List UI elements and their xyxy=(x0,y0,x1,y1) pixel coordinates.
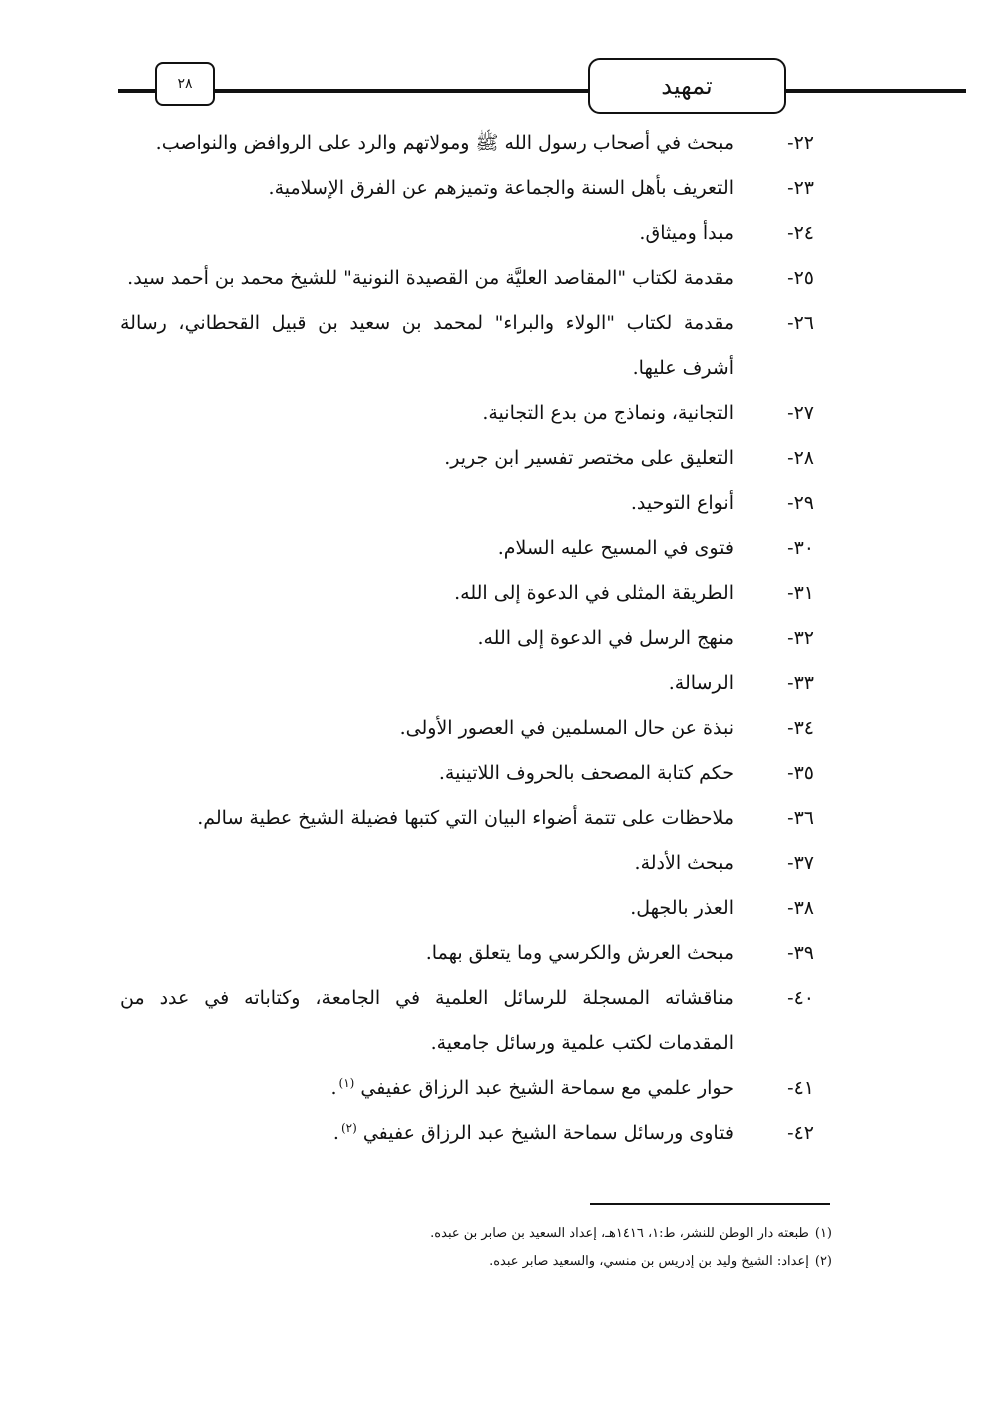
list-item xyxy=(120,211,814,256)
footnote-reference[interactable]: (١) xyxy=(338,1075,355,1090)
item-text: ملاحظات على تتمة أضواء البيان التي كتبها فضيلة الشيخ عطية سالم. xyxy=(197,807,734,829)
item-number: ٣٠- xyxy=(787,537,814,559)
item-text xyxy=(120,1111,734,1156)
item-text: الرسالة. xyxy=(668,672,734,694)
footnote-reference[interactable]: (٢) xyxy=(340,1120,357,1135)
item-number: ٣٧- xyxy=(787,852,814,874)
list-item xyxy=(120,751,814,796)
item-text: التعليق على مختصر تفسير ابن جرير. xyxy=(444,447,734,469)
item-text: مبدأ وميثاق. xyxy=(639,222,734,244)
item-text: فتوى في المسيح عليه السلام. xyxy=(497,537,734,559)
item-text: مقدمة لكتاب "الولاء والبراء" لمحمد بن سعيد بن قبيل القحطاني، رسالة أشرف عليها. xyxy=(120,312,734,379)
list-item xyxy=(120,1066,814,1111)
item-number: ٣٥- xyxy=(787,762,814,784)
item-number: ٢٦- xyxy=(787,312,814,334)
item-text-body: فتاوى ورسائل سماحة الشيخ عبد الرزاق عفيفي xyxy=(362,1122,734,1144)
item-text xyxy=(120,1066,734,1111)
list-item xyxy=(120,706,814,751)
item-text: العذر بالجهل. xyxy=(630,897,734,919)
item-text: أنواع التوحيد. xyxy=(630,492,734,514)
item-number: ٣٨- xyxy=(787,897,814,919)
list-item xyxy=(120,841,814,886)
item-text: التعريف بأهل السنة والجماعة وتميزهم عن الفرق الإسلامية. xyxy=(268,177,734,199)
item-number: ٣٩- xyxy=(787,942,814,964)
item-text: منهج الرسل في الدعوة إلى الله. xyxy=(477,627,734,649)
list-item xyxy=(120,166,814,211)
item-text: نبذة عن حال المسلمين في العصور الأولى. xyxy=(399,717,734,739)
item-number: ٢٥- xyxy=(787,267,814,289)
item-number: ٢٤- xyxy=(787,222,814,244)
item-text: مبحث الأدلة. xyxy=(634,852,734,874)
item-text: مبحث العرش والكرسي وما يتعلق بهما. xyxy=(425,942,734,964)
item-number: ٤٠- xyxy=(787,987,814,1009)
item-number: ٤٢- xyxy=(787,1122,814,1144)
list-item xyxy=(120,616,814,661)
list-item xyxy=(120,1111,814,1156)
list-item xyxy=(120,121,814,166)
item-text: التجانية، ونماذج من بدع التجانية. xyxy=(482,402,734,424)
list-item xyxy=(120,796,814,841)
footnote xyxy=(120,1220,832,1248)
list-item xyxy=(120,256,814,301)
list-content xyxy=(120,121,814,1156)
item-number: ٣١- xyxy=(787,582,814,604)
list-item xyxy=(120,526,814,571)
item-number: ٣٣- xyxy=(787,672,814,694)
item-number: ٢٨- xyxy=(787,447,814,469)
list-item xyxy=(120,931,814,976)
footnote-separator xyxy=(590,1203,830,1205)
footnote-marker: (١) xyxy=(814,1226,832,1241)
item-number: ٢٧- xyxy=(787,402,814,424)
item-number: ٣٤- xyxy=(787,717,814,739)
item-number: ٣٢- xyxy=(787,627,814,649)
footnote-marker: (٢) xyxy=(814,1254,832,1269)
list-item xyxy=(120,301,814,391)
item-number: ٤١- xyxy=(787,1077,814,1099)
item-text-end: . xyxy=(332,1122,339,1144)
item-text: الطريقة المثلى في الدعوة إلى الله. xyxy=(454,582,734,604)
item-text-body: حوار علمي مع سماحة الشيخ عبد الرزاق عفيفي xyxy=(360,1077,734,1099)
list-item xyxy=(120,571,814,616)
footnote-text: طبعته دار الوطن للنشر، ط:١، ١٤١٦هـ، إعداد السعيد بن صابر بن عبده. xyxy=(430,1226,809,1241)
chapter-title: تمهيد xyxy=(588,58,786,114)
item-text: مبحث في أصحاب رسول الله ﷺ ومولاتهم والرد على الروافض والنواصب. xyxy=(155,132,734,154)
list-item xyxy=(120,481,814,526)
item-number: ٢٣- xyxy=(787,177,814,199)
footnote-text: إعداد: الشيخ وليد بن إدريس بن منسي، والسعيد صابر عبده. xyxy=(489,1254,809,1269)
item-number: ٢٩- xyxy=(787,492,814,514)
footnote xyxy=(120,1248,832,1276)
item-number: ٢٢- xyxy=(787,132,814,154)
item-text: مقدمة لكتاب "المقاصد العليَّة من القصيدة النونية" للشيخ محمد بن أحمد سيد. xyxy=(127,267,734,289)
item-text: حكم كتابة المصحف بالحروف اللاتينية. xyxy=(438,762,734,784)
page-number: ٢٨ xyxy=(155,62,215,106)
item-number: ٣٦- xyxy=(787,807,814,829)
item-text-end: . xyxy=(330,1077,337,1099)
header-rule xyxy=(118,89,966,93)
list-item xyxy=(120,661,814,706)
footnotes xyxy=(120,1220,832,1276)
list-item xyxy=(120,391,814,436)
list-item xyxy=(120,436,814,481)
list-item xyxy=(120,886,814,931)
list-item xyxy=(120,976,814,1066)
item-text: مناقشاته المسجلة للرسائل العلمية في الجامعة، وكتاباته في عدد من المقدمات لكتب علمية ورسائل جامعية. xyxy=(120,987,734,1054)
